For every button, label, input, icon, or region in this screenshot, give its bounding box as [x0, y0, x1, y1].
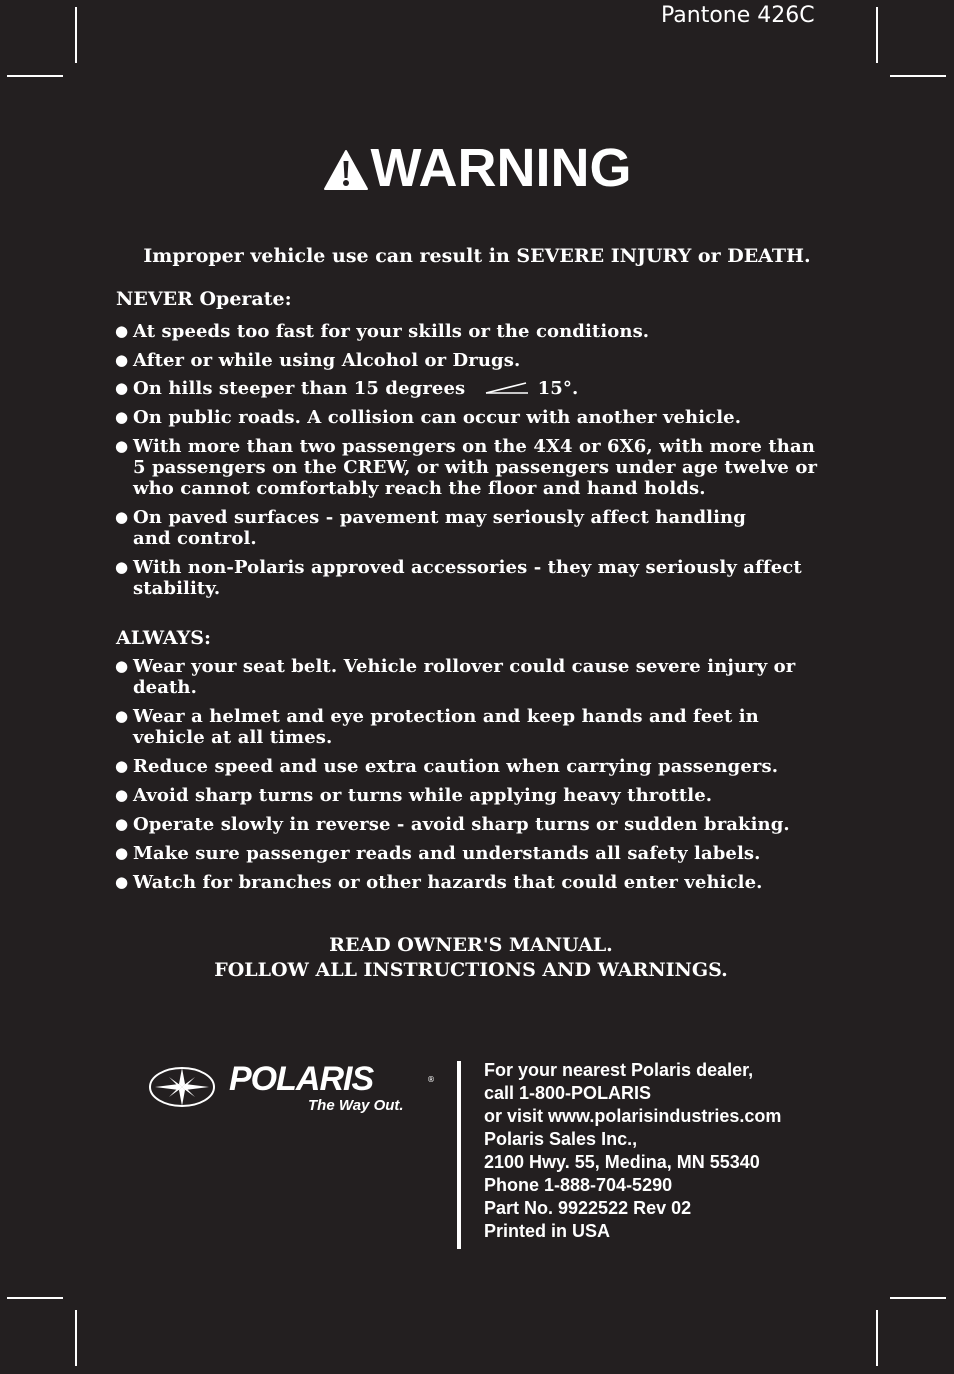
polaris-logo	[147, 1060, 447, 1123]
contact-line: For your nearest Polaris dealer,	[484, 1060, 754, 1080]
warning-heading	[0, 140, 954, 196]
bullet-icon: ●	[115, 322, 129, 340]
list-item: ● After or while using Alcohol or Drugs.	[115, 350, 521, 371]
bullet-icon: ●	[115, 508, 129, 526]
list-item: ● On paved surfaces - pavement may seriously affect handling and control.	[115, 507, 746, 549]
bullet-icon: ●	[115, 786, 129, 804]
contact-line: 2100 Hwy. 55, Medina, MN 55340	[484, 1152, 760, 1172]
bullet-icon: ●	[115, 815, 129, 833]
bullet-icon: ●	[115, 757, 129, 775]
list-item: ● Reduce speed and use extra caution when carrying passengers.	[115, 756, 779, 777]
list-item: ● At speeds too fast for your skills or the conditions.	[115, 321, 650, 342]
crop-mark-bottom-left-horizontal	[7, 1297, 63, 1299]
crop-mark-top-right-vertical	[876, 7, 878, 63]
warning-title: WARNING	[370, 138, 632, 198]
crop-mark-bottom-right-horizontal	[890, 1297, 946, 1299]
never-title: NEVER Operate:	[116, 288, 292, 310]
bullet-icon: ●	[115, 379, 129, 397]
registered-mark: ®	[427, 1075, 435, 1084]
crop-mark-top-right-horizontal	[890, 75, 946, 77]
follow-instructions-line: FOLLOW ALL INSTRUCTIONS AND WARNINGS.	[214, 959, 728, 981]
bullet-icon: ●	[115, 558, 129, 576]
contact-line: Printed in USA	[484, 1221, 611, 1241]
list-item: ● On hills steeper than 15 degrees 15°.	[115, 378, 579, 399]
contact-line: or visit www.polarisindustries.com	[484, 1106, 782, 1126]
crop-mark-bottom-right-vertical	[876, 1310, 878, 1366]
slope-angle-icon	[484, 381, 532, 395]
contact-line: call 1-800-POLARIS	[484, 1083, 652, 1103]
always-list	[113, 656, 833, 893]
list-item: ● Wear a helmet and eye protection and keep hands and feet in vehicle at all times.	[115, 706, 759, 748]
never-list	[113, 321, 833, 599]
contact-line: Polaris Sales Inc.,	[484, 1129, 638, 1149]
bullet-icon: ●	[115, 657, 129, 675]
crop-mark-top-left-horizontal	[7, 75, 63, 77]
bullet-icon: ●	[115, 437, 129, 455]
slope-value: 15°.	[537, 378, 579, 399]
bullet-icon: ●	[115, 844, 129, 862]
contact-line: Part No. 9922522 Rev 02	[484, 1198, 692, 1218]
crop-mark-bottom-left-vertical	[75, 1310, 77, 1366]
bullet-icon: ●	[115, 873, 129, 891]
list-item: ● Operate slowly in reverse - avoid sharp turns or sudden braking.	[115, 814, 790, 835]
pantone-label: Pantone 426C	[661, 3, 815, 28]
list-item: ● Watch for branches or other hazards that could enter vehicle.	[115, 872, 763, 893]
brand-name: POLARIS	[229, 1060, 374, 1098]
footer-divider	[457, 1061, 461, 1249]
intro-text: Improper vehicle use can result in SEVERE INJURY or DEATH.	[143, 245, 811, 267]
brand-tagline: The Way Out.	[308, 1097, 404, 1114]
always-title: ALWAYS:	[116, 627, 212, 649]
crop-mark-top-left-vertical	[75, 7, 77, 63]
bullet-icon: ●	[115, 408, 129, 426]
list-item: ● On public roads. A collision can occur with another vehicle.	[115, 407, 742, 428]
bullet-icon: ●	[115, 351, 129, 369]
list-item: ● With more than two passengers on the 4X4 or 6X6, with more than 5 passengers on the CREW, or with passengers under age twelve or who cannot comfortably reach the floor and hand holds.	[115, 436, 818, 499]
warning-triangle-icon	[323, 149, 369, 191]
contact-info	[484, 1059, 781, 1243]
contact-line: Phone 1-888-704-5290	[484, 1175, 673, 1195]
list-item: ● Avoid sharp turns or turns while applying heavy throttle.	[115, 785, 713, 806]
list-item: ● Wear your seat belt. Vehicle rollover could cause severe injury or death.	[115, 656, 796, 698]
read-manual-line: READ OWNER'S MANUAL.	[329, 934, 613, 956]
read-manual-notice	[0, 933, 942, 983]
star-compass-icon	[147, 1065, 217, 1109]
list-item: ● Make sure passenger reads and understands all safety labels.	[115, 843, 761, 864]
list-item: ● With non-Polaris approved accessories - they may seriously affect stability.	[115, 557, 802, 599]
bullet-icon: ●	[115, 707, 129, 725]
